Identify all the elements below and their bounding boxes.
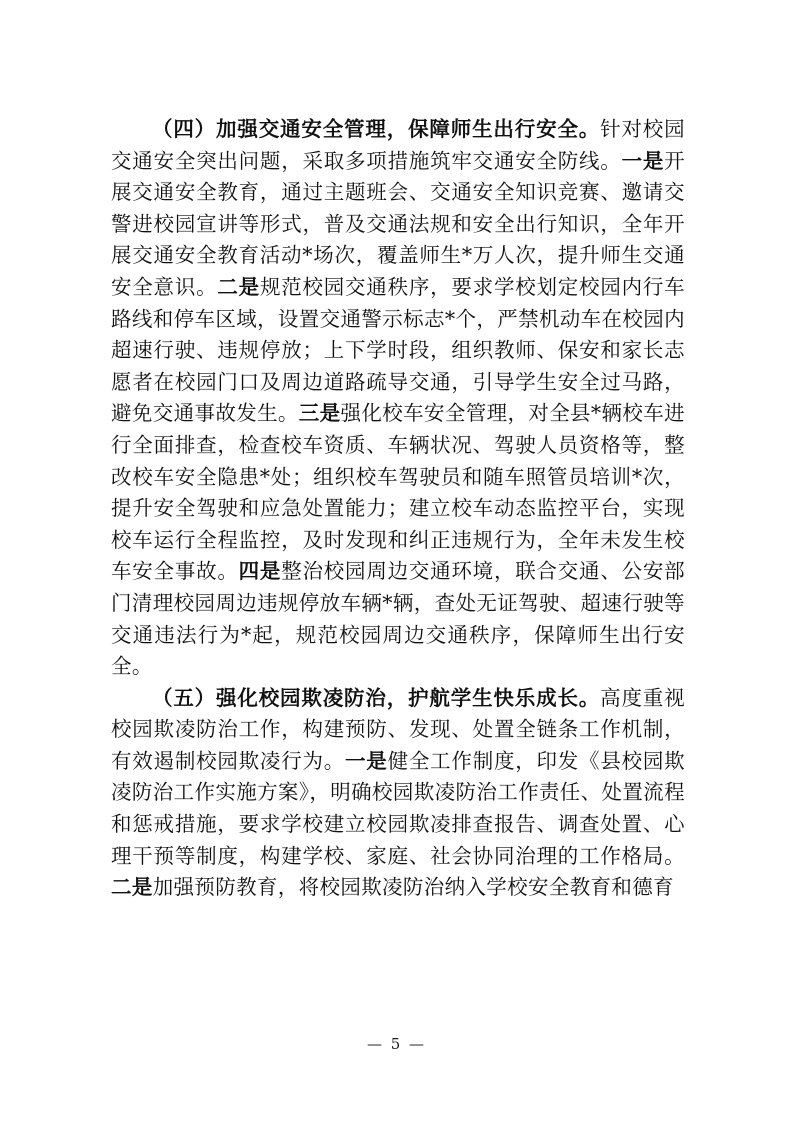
item-marker-2: 二是 bbox=[217, 274, 260, 299]
body-text: 健全工作制度，印发《县校园欺凌防治工作实施方案》，明确校园欺凌防治工作责任、处置流程和惩戒措施，要求学校建立校园欺凌排查报告、调查处置、心理干预等制度，构建学校、家庭、社会协同治理的工作格局。 bbox=[111, 748, 686, 868]
body-text: 整治校园周边交通环境，联合交通、公安部门清理校园周边违规停放车辆*辆，查处无证驾驶、超速行驶等交通违法行为*起，规范校园周边交通秩序，保障师生出行安全。 bbox=[111, 559, 686, 679]
body-text: 高度重视校园欺凌防治工作，构建预防、发现、处置全链条工作机制，有效遏制校园欺凌行为。 bbox=[111, 685, 685, 773]
item-marker-1: 一是 bbox=[345, 748, 388, 773]
page-number: — 5 — bbox=[366, 1035, 427, 1053]
body-text: 加强预防教育，将校园欺凌防治纳入学校安全教育和德育 bbox=[152, 875, 674, 900]
item-marker-2: 二是 bbox=[111, 875, 153, 900]
body-text: 针对校园交通安全突出问题，采取多项措施筑牢交通安全防线。 bbox=[111, 117, 685, 173]
heading-anti-bullying: （五）强化校园欺凌防治，护航学生快乐成长。 bbox=[152, 685, 601, 710]
body-text: 规范校园交通秩序，要求学校划定校园内行车路线和停车区域，设置交通警示标志*个，严禁机动车在校园内超速行驶、违规停放；上下学时段，组织教师、保安和家长志愿者在校园门口及周边道路疏导交通，引导学生安全过马路，避免交通事故发生。 bbox=[111, 274, 686, 426]
body-text: 强化校车安全管理，对全县*辆校车进行全面排查，检查校车资质、车辆状况、驾驶人员资格等，整改校车安全隐患*处；组织校车驾驶员和随车照管员培训*次，提升安全驾驶和应急处置能力；建立校车动态监控平台，实现校车运行全程监控，及时发现和纠正违规行为，全年未发生校车安全事故。 bbox=[111, 401, 685, 584]
paragraph-traffic-safety bbox=[111, 114, 685, 683]
body-text: 开展交通安全教育，通过主题班会、交通安全知识竞赛、邀请交警进校园宣讲等形式，普及交通法规和安全出行知识，全年开展交通安全教育活动*场次，覆盖师生*万人次，提升师生交通安全意识。 bbox=[111, 148, 686, 299]
item-marker-3: 三是 bbox=[298, 401, 341, 426]
document-body bbox=[111, 114, 685, 904]
item-marker-1: 一是 bbox=[621, 148, 665, 173]
item-marker-4: 四是 bbox=[238, 559, 282, 584]
paragraph-anti-bullying bbox=[111, 683, 685, 904]
heading-traffic-safety: （四）加强交通安全管理，保障师生出行安全。 bbox=[152, 117, 601, 141]
